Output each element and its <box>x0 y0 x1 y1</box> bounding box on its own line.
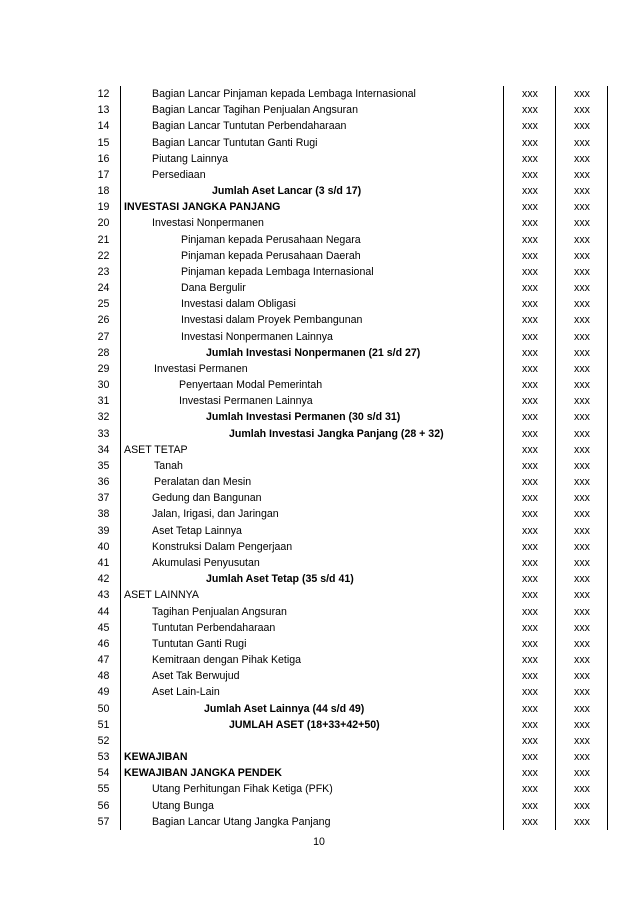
account-label: Akumulasi Penyusutan <box>152 556 260 569</box>
value-current: xxx <box>522 265 538 278</box>
value-previous: xxx <box>574 249 590 262</box>
table-row <box>87 733 610 749</box>
value-current: xxx <box>522 492 538 505</box>
value-previous: xxx <box>574 411 590 424</box>
row-number: 49 <box>97 686 110 699</box>
value-current: xxx <box>522 298 538 311</box>
table-row <box>87 264 610 280</box>
account-label: Tanah <box>154 459 183 472</box>
account-label: Jumlah Investasi Jangka Panjang (28 + 32) <box>229 427 444 440</box>
row-number: 46 <box>97 637 110 650</box>
value-current: xxx <box>522 783 538 796</box>
value-previous: xxx <box>574 88 590 100</box>
value-previous: xxx <box>574 379 590 392</box>
value-previous: xxx <box>574 767 590 780</box>
account-label: Pinjaman kepada Perusahaan Negara <box>181 233 361 246</box>
value-previous: xxx <box>574 217 590 230</box>
value-current: xxx <box>522 411 538 424</box>
value-previous: xxx <box>574 362 590 375</box>
value-current: xxx <box>522 443 538 456</box>
value-previous: xxx <box>574 233 590 246</box>
row-number: 47 <box>97 654 110 667</box>
account-label: Bagian Lancar Tuntutan Ganti Rugi <box>152 136 318 149</box>
row-number: 53 <box>97 751 110 764</box>
account-label: Investasi Nonpermanen Lainnya <box>181 330 333 343</box>
value-current: xxx <box>522 734 538 747</box>
account-label: Tuntutan Ganti Rugi <box>152 637 247 650</box>
row-number: 52 <box>97 734 110 747</box>
account-label: Jumlah Aset Lancar (3 s/d 17) <box>212 185 362 198</box>
table-row <box>87 701 610 717</box>
table-row <box>87 587 610 603</box>
table-row <box>87 118 610 134</box>
row-number: 34 <box>97 443 110 456</box>
row-number: 38 <box>97 508 110 521</box>
row-number: 30 <box>97 379 110 392</box>
account-label: Jalan, Irigasi, dan Jaringan <box>152 508 279 521</box>
table-row <box>87 620 610 636</box>
value-current: xxx <box>522 459 538 472</box>
row-number: 45 <box>97 621 110 634</box>
value-previous: xxx <box>574 395 590 408</box>
value-current: xxx <box>522 282 538 295</box>
row-number: 14 <box>97 120 110 133</box>
value-current: xxx <box>522 217 538 230</box>
value-previous: xxx <box>574 330 590 343</box>
value-previous: xxx <box>574 783 590 796</box>
account-label: Jumlah Aset Tetap (35 s/d 41) <box>206 573 354 586</box>
value-current: xxx <box>522 88 538 100</box>
value-current: xxx <box>522 751 538 764</box>
value-current: xxx <box>522 185 538 198</box>
value-previous: xxx <box>574 152 590 165</box>
row-number: 18 <box>97 185 110 198</box>
value-current: xxx <box>522 670 538 683</box>
balance-sheet-table <box>87 86 610 830</box>
value-previous: xxx <box>574 686 590 699</box>
account-label: Jumlah Investasi Nonpermanen (21 s/d 27) <box>206 346 421 359</box>
value-current: xxx <box>522 524 538 537</box>
value-previous: xxx <box>574 605 590 618</box>
value-current: xxx <box>522 654 538 667</box>
table-row <box>87 798 610 814</box>
table-row <box>87 523 610 539</box>
table-row <box>87 781 610 797</box>
account-label: Peralatan dan Mesin <box>154 476 252 489</box>
account-label: ASET LAINNYA <box>124 589 199 602</box>
value-current: xxx <box>522 104 538 117</box>
account-label: Utang Bunga <box>152 799 214 812</box>
table-row <box>87 636 610 652</box>
row-number: 50 <box>97 702 110 715</box>
row-number: 57 <box>97 815 110 828</box>
table-body <box>87 86 610 830</box>
value-current: xxx <box>522 621 538 634</box>
table-row <box>87 135 610 151</box>
table-row <box>87 571 610 587</box>
table-row <box>87 102 610 118</box>
account-label: Tagihan Penjualan Angsuran <box>152 605 287 618</box>
table-row <box>87 377 610 393</box>
value-current: xxx <box>522 120 538 133</box>
value-current: xxx <box>522 799 538 812</box>
value-previous: xxx <box>574 427 590 440</box>
value-previous: xxx <box>574 201 590 214</box>
account-label: Jumlah Investasi Permanen (30 s/d 31) <box>206 411 401 424</box>
row-number: 43 <box>97 589 110 602</box>
table-row <box>87 684 610 700</box>
value-current: xxx <box>522 395 538 408</box>
account-label: Dana Bergulir <box>181 282 246 295</box>
value-current: xxx <box>522 702 538 715</box>
value-previous: xxx <box>574 104 590 117</box>
table-row <box>87 490 610 506</box>
account-label: Aset Lain-Lain <box>152 686 220 699</box>
row-number: 41 <box>97 556 110 569</box>
account-label: Bagian Lancar Utang Jangka Panjang <box>152 815 331 828</box>
account-label: Jumlah Aset Lainnya (44 s/d 49) <box>204 702 365 715</box>
row-number: 51 <box>97 718 110 731</box>
table-row <box>87 280 610 296</box>
value-previous: xxx <box>574 637 590 650</box>
table-row <box>87 814 610 830</box>
value-previous: xxx <box>574 815 590 828</box>
value-current: xxx <box>522 508 538 521</box>
row-number: 15 <box>97 136 110 149</box>
table-row <box>87 506 610 522</box>
row-number: 20 <box>97 217 110 230</box>
account-label: Penyertaan Modal Pemerintah <box>179 379 323 392</box>
value-previous: xxx <box>574 734 590 747</box>
value-current: xxx <box>522 718 538 731</box>
table-row <box>87 474 610 490</box>
account-label: Utang Perhitungan Fihak Ketiga (PFK) <box>152 783 333 796</box>
row-number: 28 <box>97 346 110 359</box>
value-previous: xxx <box>574 168 590 181</box>
account-label: Investasi Nonpermanen <box>152 217 264 230</box>
table-row <box>87 652 610 668</box>
table-row <box>87 183 610 199</box>
table-row <box>87 329 610 345</box>
row-number: 24 <box>97 282 110 295</box>
account-label: Kemitraan dengan Pihak Ketiga <box>152 654 302 667</box>
page-number: 10 <box>313 836 325 848</box>
row-number: 33 <box>97 427 110 440</box>
table-row <box>87 765 610 781</box>
account-label: Investasi dalam Obligasi <box>181 298 296 311</box>
value-current: xxx <box>522 605 538 618</box>
table-row <box>87 86 610 102</box>
table-row <box>87 409 610 425</box>
value-previous: xxx <box>574 136 590 149</box>
value-previous: xxx <box>574 314 590 327</box>
row-number: 36 <box>97 476 110 489</box>
row-number: 31 <box>97 395 110 408</box>
value-current: xxx <box>522 573 538 586</box>
table-row <box>87 555 610 571</box>
table-row <box>87 442 610 458</box>
table-row <box>87 458 610 474</box>
row-number: 40 <box>97 540 110 553</box>
value-previous: xxx <box>574 120 590 133</box>
value-current: xxx <box>522 815 538 828</box>
row-number: 39 <box>97 524 110 537</box>
value-previous: xxx <box>574 298 590 311</box>
value-current: xxx <box>522 152 538 165</box>
row-number: 23 <box>97 265 110 278</box>
table-row <box>87 604 610 620</box>
row-number: 21 <box>97 233 110 246</box>
table-row <box>87 393 610 409</box>
value-current: xxx <box>522 346 538 359</box>
value-current: xxx <box>522 233 538 246</box>
account-label: Bagian Lancar Pinjaman kepada Lembaga Internasional <box>152 88 416 100</box>
value-previous: xxx <box>574 556 590 569</box>
value-previous: xxx <box>574 654 590 667</box>
account-label: Tuntutan Perbendaharaan <box>152 621 276 634</box>
table-row <box>87 151 610 167</box>
value-current: xxx <box>522 767 538 780</box>
row-number: 16 <box>97 152 110 165</box>
account-label: Investasi Permanen Lainnya <box>179 395 313 408</box>
value-current: xxx <box>522 540 538 553</box>
value-current: xxx <box>522 136 538 149</box>
row-number: 56 <box>97 799 110 812</box>
table-row <box>87 539 610 555</box>
row-number: 17 <box>97 168 110 181</box>
table-row <box>87 668 610 684</box>
row-number: 37 <box>97 492 110 505</box>
value-previous: xxx <box>574 573 590 586</box>
row-number: 55 <box>97 783 110 796</box>
account-label: Bagian Lancar Tagihan Penjualan Angsuran <box>152 104 358 117</box>
row-number: 25 <box>97 298 110 311</box>
row-number: 35 <box>97 459 110 472</box>
row-number: 42 <box>97 573 110 586</box>
table-row <box>87 232 610 248</box>
value-previous: xxx <box>574 718 590 731</box>
row-number: 26 <box>97 314 110 327</box>
value-current: xxx <box>522 589 538 602</box>
row-number: 13 <box>97 104 110 117</box>
table-row <box>87 345 610 361</box>
value-previous: xxx <box>574 265 590 278</box>
account-label: Pinjaman kepada Perusahaan Daerah <box>181 249 361 262</box>
account-label: JUMLAH ASET (18+33+42+50) <box>229 718 380 731</box>
value-current: xxx <box>522 686 538 699</box>
account-label: Pinjaman kepada Lembaga Internasional <box>181 265 374 278</box>
value-previous: xxx <box>574 459 590 472</box>
value-previous: xxx <box>574 702 590 715</box>
row-number: 48 <box>97 670 110 683</box>
value-previous: xxx <box>574 443 590 456</box>
table-row <box>87 717 610 733</box>
row-number: 12 <box>97 88 110 100</box>
account-label: Piutang Lainnya <box>152 152 228 165</box>
value-previous: xxx <box>574 508 590 521</box>
value-current: xxx <box>522 379 538 392</box>
account-label: Persediaan <box>152 168 206 181</box>
value-current: xxx <box>522 362 538 375</box>
value-current: xxx <box>522 249 538 262</box>
table-row <box>87 248 610 264</box>
value-previous: xxx <box>574 670 590 683</box>
value-current: xxx <box>522 330 538 343</box>
value-previous: xxx <box>574 524 590 537</box>
value-previous: xxx <box>574 540 590 553</box>
row-number: 27 <box>97 330 110 343</box>
account-label: Bagian Lancar Tuntutan Perbendaharaan <box>152 120 347 133</box>
account-label: Konstruksi Dalam Pengerjaan <box>152 540 293 553</box>
row-number: 22 <box>97 249 110 262</box>
account-label: KEWAJIBAN <box>124 751 188 764</box>
value-previous: xxx <box>574 346 590 359</box>
table-row <box>87 361 610 377</box>
table-row <box>87 296 610 312</box>
value-current: xxx <box>522 476 538 489</box>
value-previous: xxx <box>574 185 590 198</box>
table-row <box>87 167 610 183</box>
table-row <box>87 426 610 442</box>
account-label: INVESTASI JANGKA PANJANG <box>124 201 281 214</box>
account-label: Gedung dan Bangunan <box>152 492 262 505</box>
value-current: xxx <box>522 556 538 569</box>
value-current: xxx <box>522 201 538 214</box>
value-previous: xxx <box>574 751 590 764</box>
account-label: Aset Tak Berwujud <box>152 670 240 683</box>
row-number: 29 <box>97 362 110 375</box>
account-label: ASET TETAP <box>124 443 188 456</box>
value-previous: xxx <box>574 621 590 634</box>
account-label: KEWAJIBAN JANGKA PENDEK <box>124 767 282 780</box>
value-previous: xxx <box>574 492 590 505</box>
value-previous: xxx <box>574 799 590 812</box>
value-current: xxx <box>522 427 538 440</box>
account-label: Investasi Permanen <box>154 362 248 375</box>
value-current: xxx <box>522 168 538 181</box>
value-previous: xxx <box>574 282 590 295</box>
value-previous: xxx <box>574 589 590 602</box>
account-label: Aset Tetap Lainnya <box>152 524 242 537</box>
row-number: 44 <box>97 605 110 618</box>
table-row <box>87 312 610 328</box>
row-number: 54 <box>97 767 110 780</box>
table-row <box>87 749 610 765</box>
row-number: 32 <box>97 411 110 424</box>
table-row <box>87 199 610 215</box>
value-current: xxx <box>522 637 538 650</box>
row-number: 19 <box>97 201 110 214</box>
value-current: xxx <box>522 314 538 327</box>
value-previous: xxx <box>574 476 590 489</box>
account-label: Investasi dalam Proyek Pembangunan <box>181 314 363 327</box>
table-row <box>87 215 610 231</box>
